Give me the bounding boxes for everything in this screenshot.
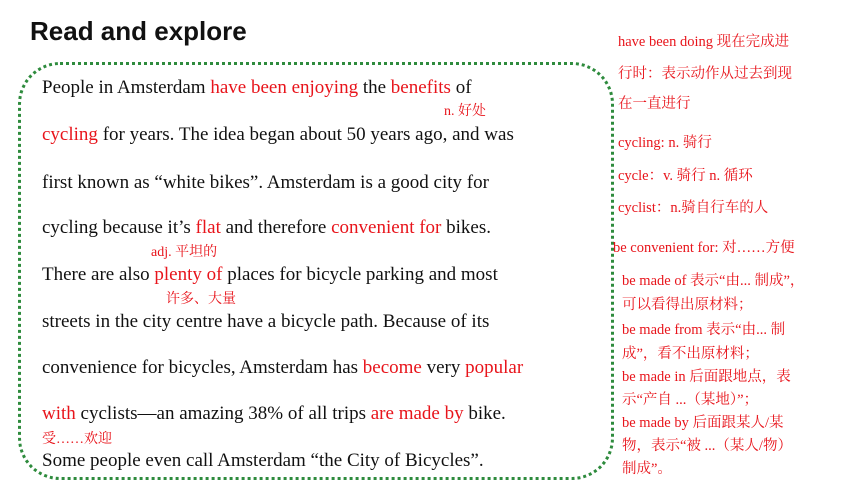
highlight-phrase: convenient for [331, 217, 442, 238]
passage-text: of [450, 77, 472, 98]
highlight-phrase: plenty of [154, 264, 223, 285]
passage-line-1 [42, 77, 472, 99]
page-title: Read and explore [30, 16, 247, 46]
highlight-phrase: are made by [370, 403, 464, 424]
passage-text: bike. [463, 403, 506, 424]
side-note-have-been-doing-3: 在一直进行 [618, 96, 691, 112]
passage-text: very [421, 357, 466, 378]
annotation-popular-with: 受……欢迎 [42, 432, 112, 447]
highlight-phrase: benefits [390, 77, 451, 98]
side-note-made-from-2: 成”，看不出原材料； [622, 346, 759, 362]
highlight-phrase: have been enjoying [210, 77, 359, 98]
highlight-phrase: flat [195, 217, 221, 238]
passage-line-5 [42, 264, 498, 286]
passage-text: places for bicycle parking and most [222, 264, 498, 285]
side-note-cycle: cycle：v. 骑行 n. 循环 [618, 168, 753, 184]
side-note-made-by: be made by 后面跟某人/某 [622, 415, 784, 431]
annotation-flat: adj. 平坦的 [151, 245, 218, 260]
passage-line-6: streets in the city centre have a bicycle path. Because of its [42, 311, 490, 332]
passage-text: There are also [42, 264, 155, 285]
side-note-have-been-doing: have been doing 现在完成进 [618, 34, 790, 50]
passage-text: cycling because it’s [42, 217, 196, 238]
side-note-cyclist: cyclist：n.骑自行车的人 [618, 200, 769, 216]
annotation-benefits: n. 好处 [444, 104, 486, 119]
highlight-phrase: popular [465, 357, 524, 378]
passage-line-8 [42, 403, 506, 425]
side-note-made-of-2: 可以看得出原材料； [622, 297, 753, 313]
side-note-convenient-for: be convenient for: 对……方便 [613, 240, 795, 256]
passage-text: People in Amsterdam [42, 77, 211, 98]
side-note-made-by-2: 物，表示“被 ...（某人/物） [622, 438, 792, 454]
passage-text: cyclists—an amazing 38% of all trips [75, 403, 371, 424]
side-note-have-been-doing-2: 行时：表示动作从过去到现 [618, 66, 792, 82]
passage-line-7 [42, 357, 523, 379]
side-note-made-in: be made in 后面跟地点，表 [622, 369, 791, 385]
side-note-cycling: cycling: n. 骑行 [618, 135, 712, 151]
passage-line-3: first known as “white bikes”. Amsterdam is a good city for [42, 172, 489, 193]
side-note-made-of: be made of 表示“由... 制成”， [622, 273, 805, 289]
side-note-made-in-2: 示“产自 ...（某地）”； [622, 392, 759, 408]
annotation-plenty-of: 许多、大量 [166, 292, 236, 307]
passage-text: bikes. [441, 217, 491, 238]
passage-text: and therefore [220, 217, 332, 238]
side-note-made-from: be made from 表示“由... 制 [622, 322, 786, 338]
side-note-made-by-3: 制成”。 [622, 461, 672, 477]
passage-text: convenience for bicycles, Amsterdam has [42, 357, 363, 378]
passage-line-4 [42, 217, 491, 239]
highlight-phrase: with [42, 403, 76, 424]
passage-text: the [358, 77, 391, 98]
highlight-phrase: cycling [42, 124, 98, 145]
passage-text: for years. The idea began about 50 years ago, and was [97, 124, 514, 145]
passage-line-9: Some people even call Amsterdam “the City of Bicycles”. [42, 450, 484, 471]
passage-line-2 [42, 124, 514, 146]
highlight-phrase: become [362, 357, 422, 378]
